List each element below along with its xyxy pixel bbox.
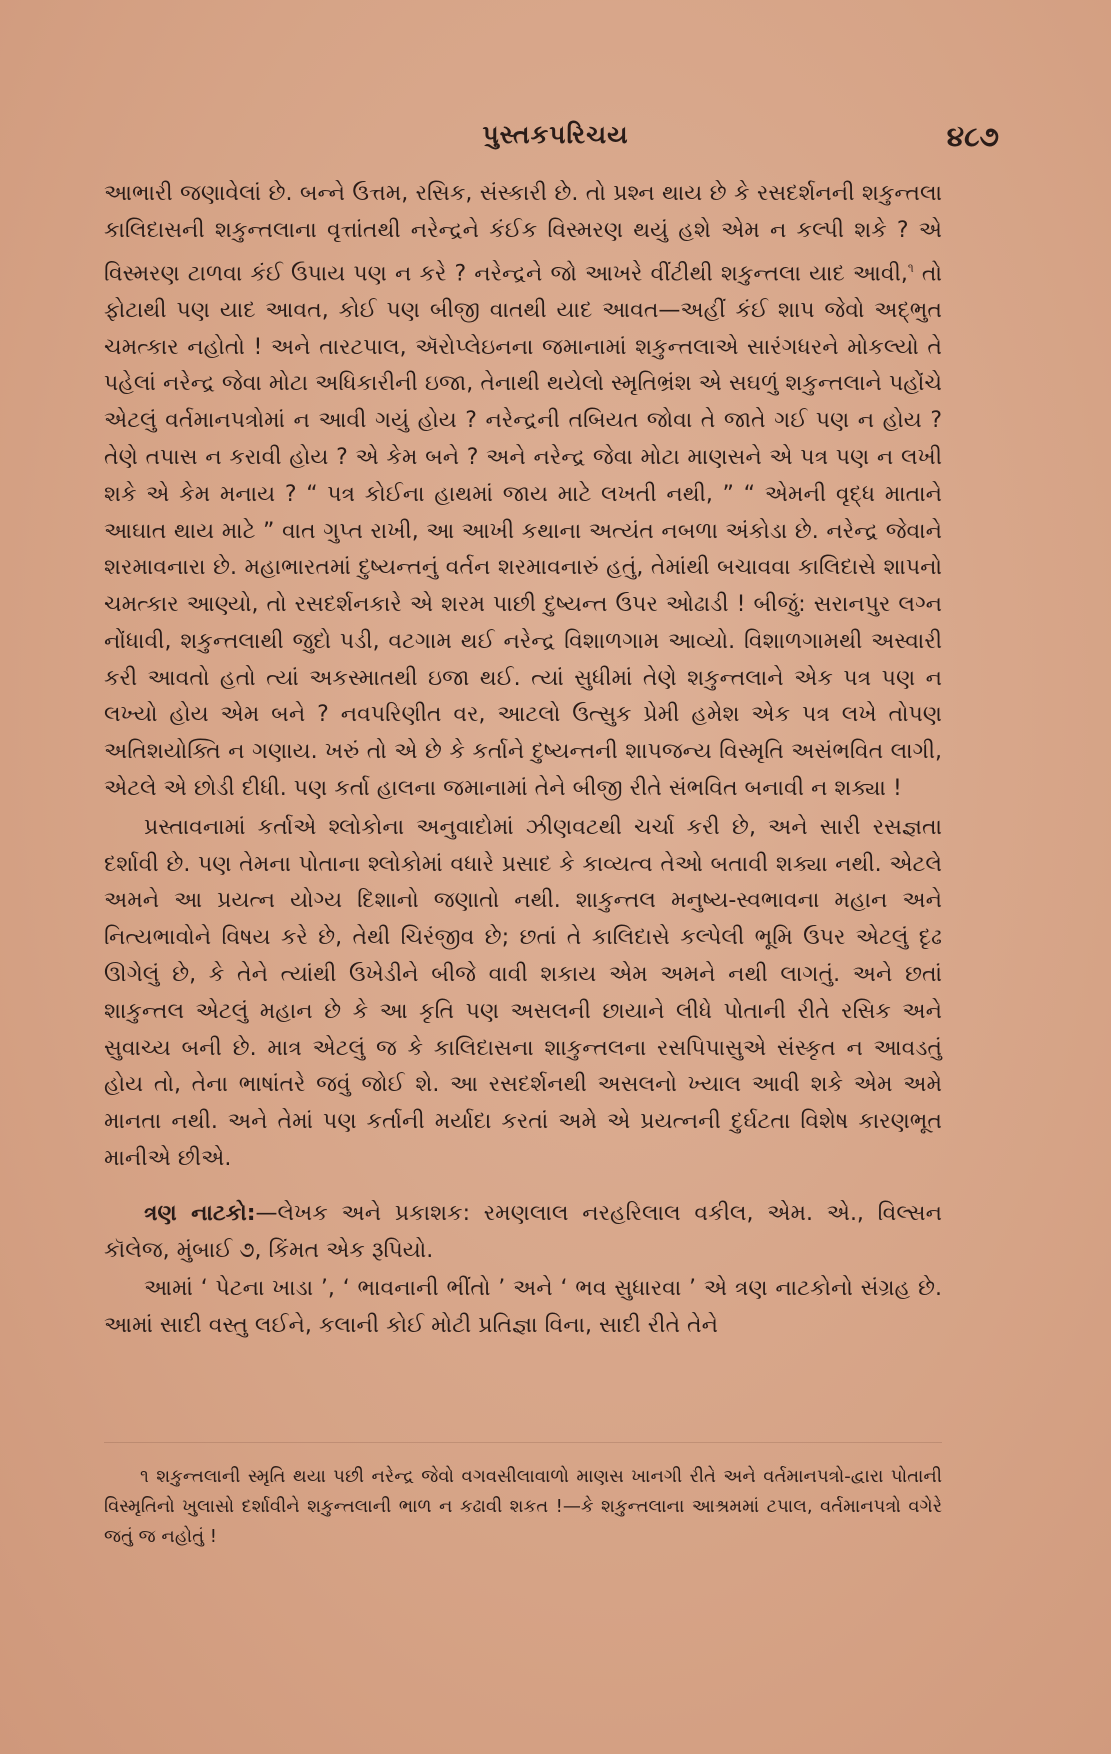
page-number: ૪૮૭ [946, 120, 999, 153]
paragraph-3 [104, 1196, 942, 1270]
book-details: —લેખક અને પ્રકાશક: રમણલાલ નરહરિલાલ વકીલ, એમ. એ., વિલ્સન કૉલેજ, મુંબાઈ ૭, કિંમત એક રૂપિયો. [104, 1200, 942, 1263]
paragraph-1 [104, 176, 942, 808]
footnote-divider [104, 1442, 942, 1443]
book-title: ત્રણ નાટકો: [144, 1200, 256, 1226]
paragraph-1-text: આભારી જણાવેલાં છે. બન્ને ઉત્તમ, રસિક, સંસ્કારી છે. તો પ્રશ્ન થાય છે કે રસદર્શનની શકુન્તલા કાલિદાસની શકુન્તલાના વૃત્તાંતથી નરેન્દ્રને કંઈક વિસ્મરણ થયું હશે એમ ન કલ્પી શકે ? એ વિસ્મરણ ટાળવા કંઈ ઉપાય પણ ન કરે ? નરેન્દ્રને જો આખરે વીંટીથી શકુન્તલા યાદ આવી, [104, 181, 942, 286]
footnote-text: શકુન્તલાની સ્મૃતિ થયા પછી નરેન્દ્ર જેવો વગવસીલાવાળો માણસ ખાનગી રીતે અને વર્તમાનપત્રો-દ્વારા પોતાની વિસ્મૃતિનો ખુલાસો દર્શાવીને શકુન્તલાની ભાળ ન કઢાવી શકત !—કે શકુન્તલાના આશ્રમમાં ટપાલ, વર્તમાનપત્રો વગેરે જતું જ નહોતું ! [104, 1466, 942, 1547]
main-text [104, 176, 942, 1345]
page-header [80, 120, 1031, 160]
paragraph-1-continued: તો ફોટાથી પણ યાદ આવત, કોઈ પણ બીજી વાતથી યાદ આવત—અહીં કંઈ શાપ જેવો અદ્ભુત ચમત્કાર નહોતો ! અને તારટપાલ, ઍરોપ્લેઇનના જમાનામાં શકુન્તલાએ સારંગધરને મોકલ્યો તે પહેલાં નરેન્દ્ર જેવા મોટા અધિકારીની ઇજા, તેનાથી થયેલો સ્મૃતિભ્રંશ એ સઘળું શકુન્તલાને પહોંચે એટલું વર્તમાનપત્રોમાં ન આવી ગયું હોય ? નરેન્દ્રની તબિયત જોવા તે જાતે ગઈ પણ ન હોય ? તેણે તપાસ ન કરાવી હોય ? એ કેમ બને ? અને નરેન્દ્ર જેવા મોટા માણસને એ પત્ર પણ ન લખી શકે એ કેમ મનાય ? “ પત્ર કોઈના હાથમાં જાય માટે લખતી નથી, ” “ એમની વૃદ્ધ માતાને આઘાત થાય માટે ” વાત ગુપ્ત રાખી, આ આખી કથાના અત્યંત નબળા અંકોડા છે. નરેન્દ્ર જેવાને શરમાવનારા છે. મહાભારતમાં દુષ્યન્તનું વર્તન શરમાવનારું હતું, તેમાંથી બચાવવા કાલિદાસે શાપનો ચમત્કાર આણ્યો, તો રસદર્શનકારે એ શરમ પાછી દુષ્યન્ત ઉપર ઓઢાડી ! બીજું: સરાનપુર લગ્ન નોંધાવી, શકુન્તલાથી જુદો પડી, વટગામ થઈ નરેન્દ્ર વિશાળગામ આવ્યો. વિશાળગામથી અસ્વારી કરી આવતો હતો ત્યાં અકસ્માતથી ઇજા થઈ. ત્યાં સુધીમાં તેણે શકુન્તલાને એક પત્ર પણ ન લખ્યો હોય એમ બને ? નવપરિણીત વર, આટલો ઉત્સુક પ્રેમી હમેશ એક પત્ર લખે તોપણ અતિશયોક્તિ ન ગણાય. ખરું તો એ છે કે કર્તાને દુષ્યન્તની શાપજન્ય વિસ્મૃતિ અસંભવિત લાગી, એટલે એ છોડી દીધી. પણ કર્તા હાલના જમાનામાં તેને બીજી રીતે સંભવિત બનાવી ન શક્યા ! [104, 260, 942, 802]
paragraph-4: આમાં ‘ પેટના ખાડા ’, ‘ ભાવનાની ભીંતો ’ અને ‘ ભવ સુધારવા ’ એ ત્રણ નાટકોનો સંગ્રહ છે. આમાં સાદી વસ્તુ લઈને, કલાની કોઈ મોટી પ્રતિજ્ઞા વિના, સાદી રીતે તેને [104, 1276, 942, 1339]
running-title: પુસ્તકપરિચય [482, 120, 629, 149]
footnote-mark: ૧ [140, 1466, 149, 1487]
footnote-reference: ૧ [907, 260, 914, 275]
footnote [104, 1462, 942, 1552]
paragraph-2: પ્રસ્તાવનામાં કર્તાએ શ્લોકોના અનુવાદોમાં ઝીણવટથી ચર્ચા કરી છે, અને સારી રસજ્ઞતા દર્શાવી છે. પણ તેમના પોતાના શ્લોકોમાં વધારે પ્રસાદ કે કાવ્યત્વ તેઓ બતાવી શક્યા નથી. એટલે અમને આ પ્રયત્ન યોગ્ય દિશાનો જણાતો નથી. શાકુન્તલ મનુષ્ય-સ્વભાવના મહાન અને નિત્યભાવોને વિષય કરે છે, તેથી ચિરંજીવ છે; છતાં તે કાલિદાસે કલ્પેલી ભૂમિ ઉપર એટલું દૃઢ ઊગેલું છે, કે તેને ત્યાંથી ઉખેડીને બીજે વાવી શકાય એમ અમને નથી લાગતું. અને છતાં શાકુન્તલ એટલું મહાન છે કે આ કૃતિ પણ અસલની છાયાને લીધે પોતાની રીતે રસિક અને સુવાચ્ય બની છે. માત્ર એટલું જ કે કાલિદાસના શાકુન્તલના રસપિપાસુએ સંસ્કૃત ન આવડતું હોય તો, તેના ભાષાંતરે જવું જોઈ શે. આ રસદર્શનથી અસલનો ખ્યાલ આવી શકે એમ અમે માનતા નથી. અને તેમાં પણ કર્તાની મર્યાદા કરતાં અમે એ પ્રયત્નની દુર્ઘટતા વિશેષ કારણભૂત માનીએ છીએ. [104, 814, 942, 1172]
